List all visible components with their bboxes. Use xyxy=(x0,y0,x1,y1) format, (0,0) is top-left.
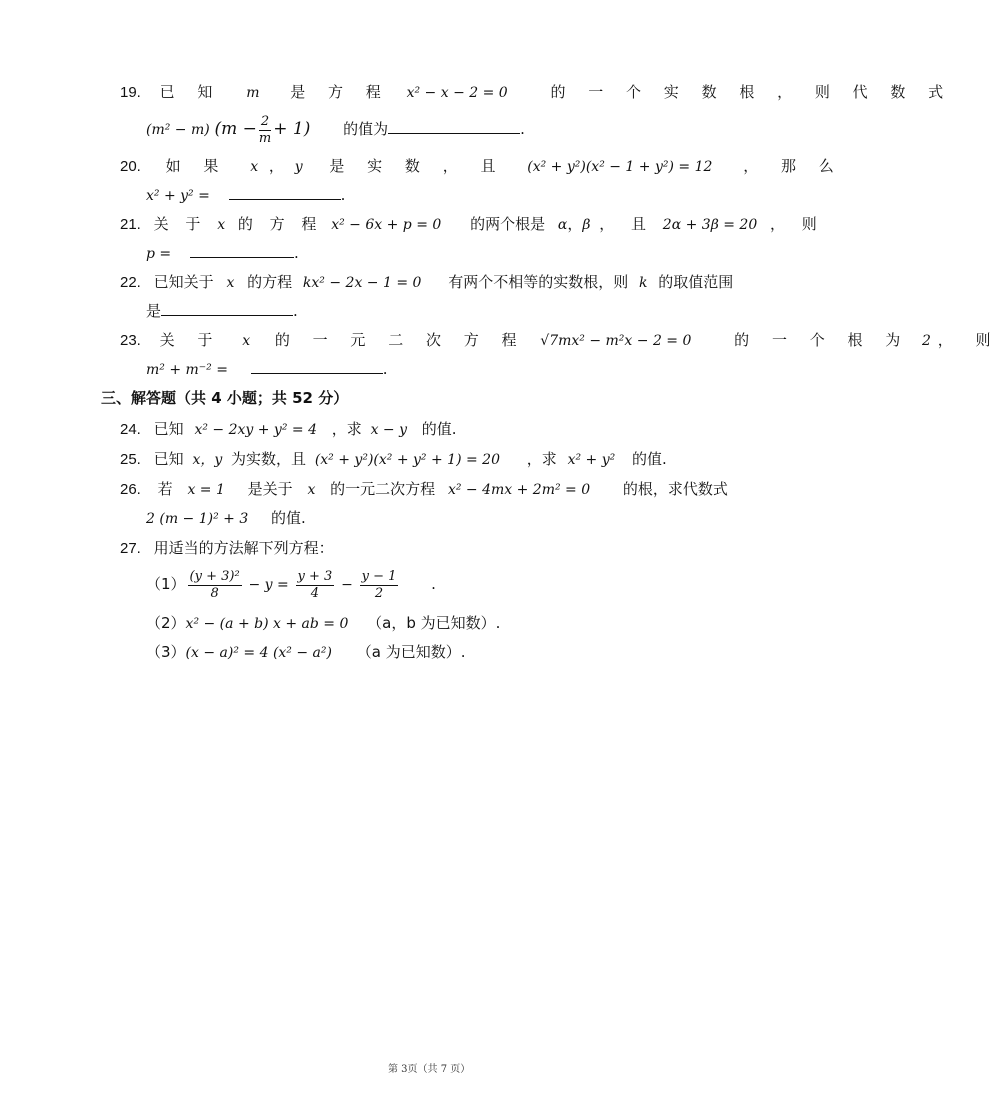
equation: x² − (a + b) x + ab = 0 xyxy=(185,616,349,632)
question-23-line1: 23. 关 于 x 的 一 元 二 次 方 程 √7mx² − m²x − 2 = 0 的 一 个 根 为 2 ， 则 xyxy=(120,331,1000,349)
answer-blank[interactable] xyxy=(251,359,383,374)
question-27-part3: （3）(x − a)² = 4 (x² − a²) （a 为已知数）. xyxy=(146,643,466,661)
fraction: $\frac{y + 3}{4}$ xyxy=(297,568,333,601)
answer-blank[interactable] xyxy=(190,243,294,258)
equation: kx² − 2x − 1 = 0 xyxy=(302,275,422,291)
question-27-part1: （1） $\frac{\text{(y + 3)²}}{8}$ − y = $\frac{y + 3}{4}$ − $\frac{y - 1}{2}$ . xyxy=(146,568,436,601)
page-footer: 第 3页（共 7 页） xyxy=(388,1064,471,1075)
answer-blank[interactable] xyxy=(229,185,341,200)
equation: √7mx² − m²x − 2 = 0 xyxy=(540,333,692,349)
equation: x² − x − 2 = 0 xyxy=(406,85,508,101)
question-19-line2: (m² − m) (m − $\frac{2}{m}$ + 1) 的值为 . xyxy=(146,113,525,146)
question-21-line1: 21. 关 于 x 的 方 程 x² − 6x + p = 0 的两个根是 α，β ， 且 2α + 3β = 20 ， 则 xyxy=(120,215,823,233)
question-20-line1: 20. 如 果 x ， y 是 实 数 ， 且 (x² + y²)(x² − 1 + y²) = 12 ， 那 么 xyxy=(120,157,843,175)
question-20-line2: x² + y² = . xyxy=(146,186,346,204)
equation: (x² + y²)(x² + y² + 1) = 20 xyxy=(314,452,500,468)
question-22-line2: 是 . xyxy=(146,302,298,320)
fraction: $\frac{\text{(y + 3)²}}{8}$ xyxy=(189,568,240,601)
question-26-line1: 26. 若 x = 1 是关于 x 的一元二次方程 x² − 4mx + 2m² = 0 的根，求代数式 xyxy=(120,480,728,498)
question-21-line2: p = . xyxy=(146,244,299,262)
equation: (x − a)² = 4 (x² − a²) xyxy=(185,645,332,661)
fraction: $\frac{2}{m}$ xyxy=(258,113,272,146)
question-19-line1: 19. 已 知 m 是 方 程 x² − x − 2 = 0 的 一 个 实 数 根 ， 则 代 数 式 xyxy=(120,83,953,101)
question-24: 24. 已知 x² − 2xy + y² = 4 ，求 x − y 的值. xyxy=(120,420,457,438)
question-23-line2: m² + m⁻² = . xyxy=(146,360,388,378)
question-27: 27. 用适当的方法解下列方程： xyxy=(120,539,334,557)
equation: x² − 4mx + 2m² = 0 xyxy=(447,482,591,498)
question-26-line2: 2 (m − 1)² + 3 的值. xyxy=(146,509,306,527)
fraction: $\frac{y - 1}{2}$ xyxy=(361,568,397,601)
question-number: 19. xyxy=(120,84,141,101)
answer-blank[interactable] xyxy=(388,119,520,134)
answer-blank[interactable] xyxy=(161,301,293,316)
equation: (x² + y²)(x² − 1 + y²) = 12 xyxy=(527,159,713,175)
equation: x² − 6x + p = 0 xyxy=(331,217,442,233)
question-22-line1: 22. 已知关于 x 的方程 kx² − 2x − 1 = 0 有两个不相等的实数根，则 k 的取值范围 xyxy=(120,273,734,291)
question-25: 25. 已知 x，y 为实数，且 (x² + y²)(x² + y² + 1) = 20 ，求 x² + y² 的值. xyxy=(120,450,667,468)
equation: x² − 2xy + y² = 4 xyxy=(194,422,317,438)
question-27-part2: （2）x² − (a + b) x + ab = 0 （a，b 为已知数）. xyxy=(146,614,501,632)
section-heading: 三、解答题（共 4 小题；共 52 分） xyxy=(101,389,349,407)
